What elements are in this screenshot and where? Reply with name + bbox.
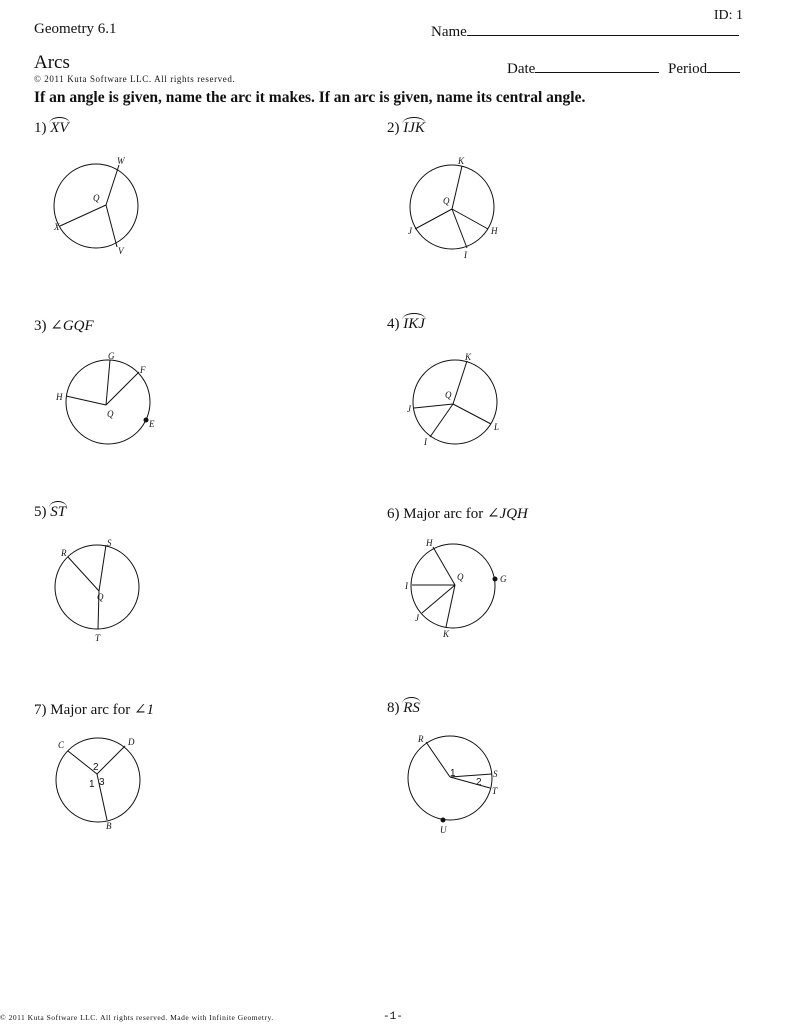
problem-4	[387, 316, 425, 333]
date-line	[535, 58, 659, 73]
name-field	[431, 21, 739, 41]
problem-7	[34, 700, 154, 719]
problem-number: 7)	[34, 702, 47, 718]
point-label-q: Q	[457, 572, 464, 582]
date-field	[507, 58, 659, 78]
point-label-h: H	[491, 226, 498, 236]
radius-qr	[426, 742, 450, 777]
period-label: Period	[668, 61, 708, 77]
arc-name: IJK	[403, 120, 425, 136]
point-label-v: V	[118, 246, 124, 256]
radius-qj	[415, 209, 452, 229]
problem-6	[387, 504, 528, 523]
period-field	[668, 58, 740, 78]
point-label-h: H	[426, 538, 433, 548]
point-label-w: W	[117, 156, 125, 166]
problem-5	[34, 504, 66, 521]
radius-d	[97, 746, 125, 774]
problem-number: 5)	[34, 504, 47, 520]
angle-label-1: 1	[450, 768, 456, 779]
point-label-s: S	[107, 538, 112, 548]
angle-label-3: 3	[99, 777, 105, 788]
point-label-d: D	[128, 737, 135, 747]
course-title: Geometry 6.1	[34, 21, 117, 37]
angle-symbol: ∠	[50, 318, 63, 334]
point-label-k: K	[443, 629, 450, 639]
point-label-g: G	[108, 351, 115, 361]
arc-name: XV	[50, 120, 69, 136]
period-line	[707, 58, 740, 73]
point-label-e: E	[149, 419, 155, 429]
circle-diagram-4	[400, 350, 510, 450]
point-label-i: I	[424, 437, 427, 447]
problem-2	[387, 120, 425, 137]
point-label-k: K	[458, 156, 465, 166]
circle	[66, 360, 150, 444]
point-label-q: Q	[443, 196, 450, 206]
arc-name: RS	[403, 700, 420, 716]
point-label-u: U	[440, 825, 447, 835]
problem-3	[34, 316, 94, 335]
radius-qg	[106, 360, 110, 405]
page-title: Arcs	[34, 52, 70, 73]
circle	[55, 545, 139, 629]
problem-number: 3)	[34, 318, 47, 334]
point-label-i: I	[405, 581, 408, 591]
radius-qi	[452, 209, 467, 248]
point-label-j: J	[415, 613, 419, 623]
copyright-notice: © 2011 Kuta Software LLC. All rights reserved.	[34, 74, 236, 84]
point-label-t: T	[492, 786, 498, 796]
radius-qs	[450, 774, 492, 777]
instructions: If an angle is given, name the arc it makes. If an arc is given, name its central angle.	[34, 89, 586, 106]
name-line	[467, 21, 739, 36]
arc-name: ST	[50, 504, 67, 520]
circle-diagram-5	[50, 535, 160, 645]
point-label-c: C	[58, 740, 65, 750]
point-label-f: F	[140, 365, 146, 375]
point-g-dot	[493, 577, 498, 582]
angle-name: GQF	[62, 318, 94, 334]
angle-label-2: 2	[476, 777, 482, 788]
point-label-b: B	[106, 821, 112, 831]
problem-number: 4)	[387, 316, 400, 332]
point-label-t: T	[95, 633, 101, 643]
radius-qv	[106, 205, 117, 247]
page-number: -1-	[383, 1011, 403, 1023]
radius-ql	[453, 404, 491, 424]
point-label-r: R	[61, 548, 67, 558]
point-e-dot	[144, 418, 149, 423]
circle-diagram-2	[400, 150, 510, 260]
point-label-i: I	[464, 250, 467, 260]
arc-name: IKJ	[403, 316, 425, 332]
angle-label-2: 2	[93, 762, 99, 773]
point-u-dot	[441, 818, 446, 823]
radius-qk	[453, 361, 467, 404]
point-label-r: R	[418, 734, 424, 744]
circle	[411, 544, 495, 628]
point-label-s: S	[493, 769, 498, 779]
radius-qr	[68, 557, 99, 591]
radius-qw	[106, 165, 119, 205]
circle-diagram-3	[50, 350, 160, 450]
point-label-g: G	[500, 574, 507, 584]
circle-diagram-7	[50, 730, 160, 840]
radius-qs	[99, 545, 106, 591]
point-label-x: X	[54, 222, 60, 232]
circle	[54, 164, 138, 248]
problem-number: 2)	[387, 120, 400, 136]
circle-diagram-1	[50, 150, 150, 260]
circle-diagram-6	[400, 535, 520, 645]
radius-qk	[452, 166, 462, 209]
point-label-q: Q	[445, 390, 452, 400]
angle-name: JQH	[499, 506, 528, 522]
radius-qx	[60, 205, 106, 226]
point-label-q: Q	[97, 592, 104, 602]
radius-qh	[66, 396, 106, 405]
angle-prefix: Major arc for ∠	[50, 702, 147, 718]
radius-qh	[452, 209, 488, 229]
problem-number: 1)	[34, 120, 47, 136]
angle-name: 1	[146, 702, 155, 718]
point-label-k: K	[465, 352, 472, 362]
point-label-q: Q	[107, 409, 114, 419]
name-label: Name	[431, 24, 467, 40]
problem-8	[387, 700, 420, 717]
point-label-j: J	[407, 404, 411, 414]
radius-qh	[433, 547, 455, 585]
point-label-q: Q	[93, 193, 100, 203]
problem-1	[34, 120, 69, 137]
date-label: Date	[507, 61, 536, 77]
point-label-h: H	[56, 392, 63, 402]
radius-qj	[414, 404, 453, 408]
problem-number: 6)	[387, 506, 400, 522]
worksheet-id: ID: 1	[713, 8, 743, 23]
circle	[413, 360, 500, 444]
circle-diagram-8	[400, 730, 520, 840]
radius-qf	[106, 372, 139, 405]
footer-copyright: © 2011 Kuta Software LLC. All rights reserved. Made with Infinite Geometry.	[0, 1013, 274, 1022]
point-label-l: L	[494, 422, 500, 432]
angle-label-1: 1	[89, 779, 95, 790]
point-label-j: J	[408, 226, 412, 236]
problem-number: 8)	[387, 700, 400, 716]
angle-prefix: Major arc for ∠	[403, 506, 500, 522]
radius-qi	[430, 404, 453, 437]
radius-qt	[450, 777, 490, 788]
